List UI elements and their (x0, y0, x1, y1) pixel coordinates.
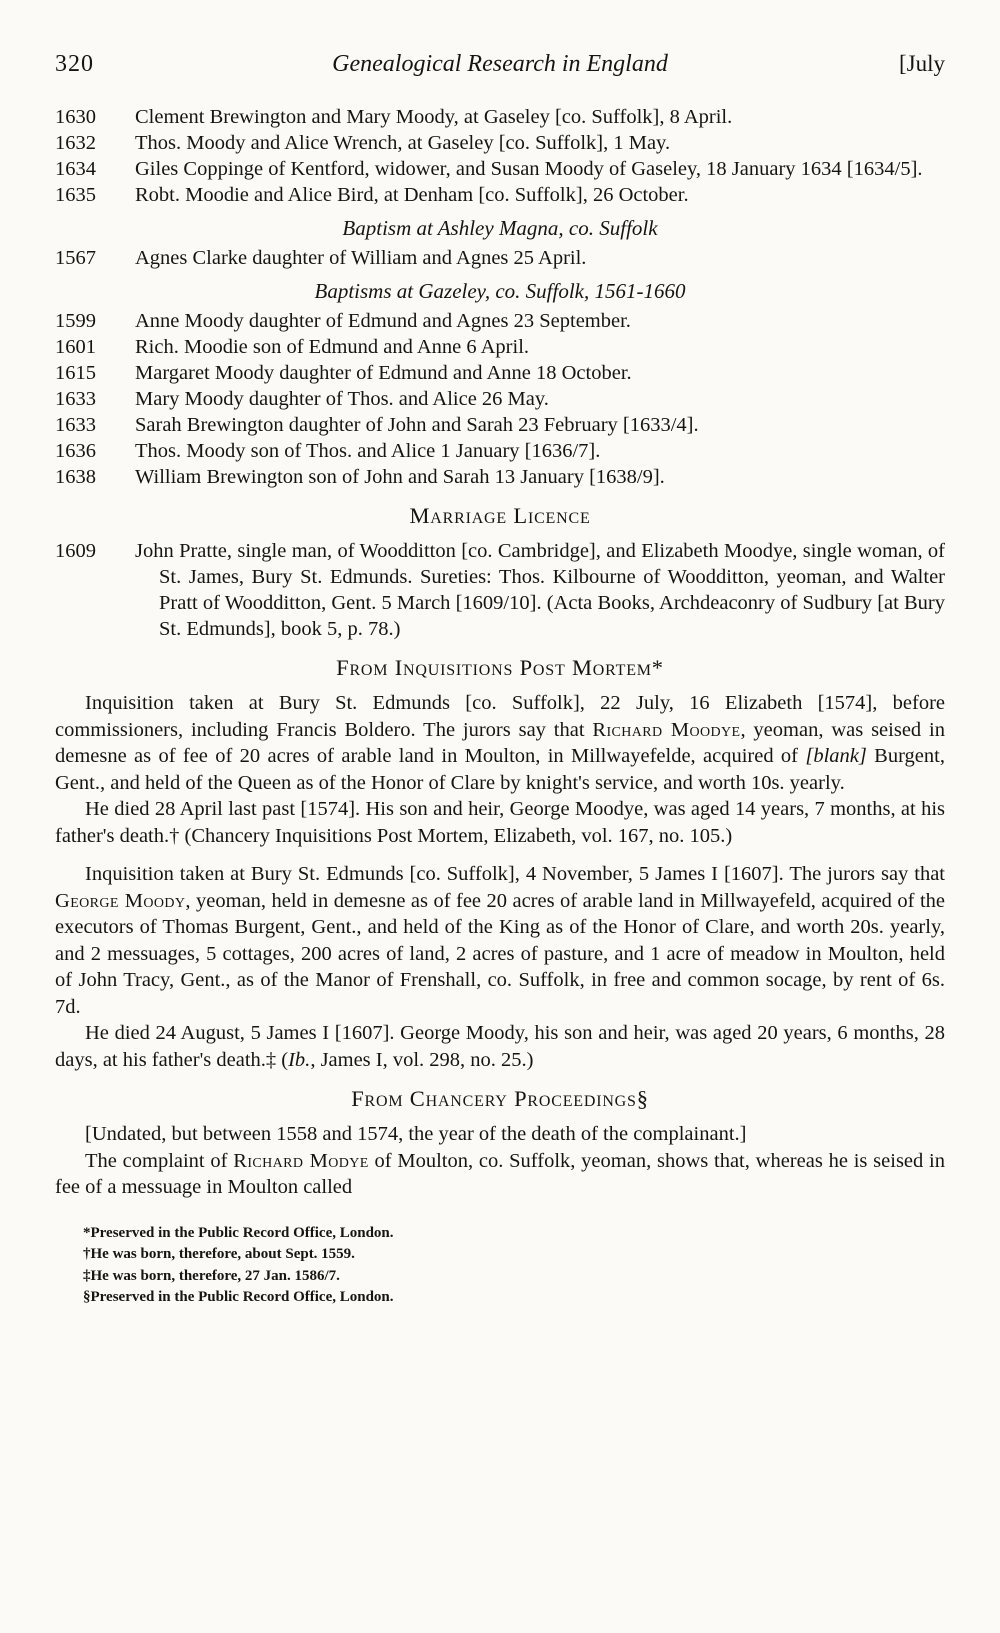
register-entry-row (55, 130, 945, 156)
entry-year: 1634 (55, 158, 96, 180)
register-entry-row (55, 412, 945, 438)
entry-year: 1630 (55, 106, 96, 128)
footnote-line: ‡He was born, therefore, 27 Jan. 1586/7. (83, 1267, 340, 1284)
marriage-entries-list (55, 104, 945, 208)
register-entry-row (55, 182, 945, 208)
issue-month: [July (899, 51, 945, 76)
ashley-entries-list (55, 245, 945, 271)
inquisition-paragraph-3: Inquisition taken at Bury St. Edmunds [co. Suffolk], 4 November, 5 James I [1607]. The jurors say that George Moody, yeoman, held in demesne as of fee 20 acres of arable land in Millwayefeld, acquired of the executors of Thomas Burgent, Gent., and held of the King as of the Honor of Clare, and worth 20s. yearly, and 2 messuages, 5 cottages, 200 acres of land, 2 acres of pasture, and 1 acre of meadow in Moulton, held of John Tracy, Gent., as of the Manor of Frenshall, co. Suffolk, in free and common socage, by rent of 6s. 7d. (55, 863, 945, 1018)
register-entry-row (55, 245, 945, 271)
paragraph-gap (55, 849, 945, 861)
entry-text: Mary Moody daughter of Thos. and Alice 26 May. (135, 388, 549, 410)
entry-text: Anne Moody daughter of Edmund and Agnes 23 September. (135, 310, 631, 332)
entry-year: 1638 (55, 466, 96, 488)
inquisition-paragraph-4: He died 24 August, 5 James I [1607]. George Moody, his son and heir, was aged 20 years, 6 months, 28 days, at his father's death.‡ (Ib., James I, vol. 298, no. 25.) (55, 1022, 945, 1071)
entry-text: Thos. Moody son of Thos. and Alice 1 January [1636/7]. (135, 440, 601, 462)
section-heading-chancery: From Chancery Proceedings§ (351, 1086, 649, 1111)
register-entry-row (55, 386, 945, 412)
running-head (55, 50, 945, 78)
gazeley-entries-list (55, 308, 945, 490)
chancery-paragraph-1: [Undated, but between 1558 and 1574, the year of the death of the complainant.] (85, 1123, 747, 1145)
inquisition-paragraph-2: He died 28 April last past [1574]. His son and heir, George Moodye, was aged 14 years, 7 months, at his father's death.† (Chancery Inquisitions Post Mortem, Elizabeth, vol. 167, no. 105.) (55, 798, 945, 847)
register-entry-row (55, 156, 945, 182)
register-entry-row (55, 334, 945, 360)
register-entry-row (55, 360, 945, 386)
entry-year: 1633 (55, 414, 96, 436)
marriage-licence-list (55, 538, 945, 642)
footnotes-block (55, 1223, 945, 1309)
entry-year: 1615 (55, 362, 96, 384)
entry-text: Margaret Moody daughter of Edmund and Anne 18 October. (135, 362, 632, 384)
section-heading-marriage-licence: Marriage Licence (409, 503, 591, 528)
entry-year: 1609 (55, 540, 96, 562)
register-entry-row (55, 308, 945, 334)
section-heading-gazeley: Baptisms at Gazeley, co. Suffolk, 1561-1660 (314, 279, 686, 303)
register-entry-row (55, 538, 945, 642)
footnote-line: *Preserved in the Public Record Office, London. (83, 1224, 394, 1241)
entry-text: Giles Coppinge of Kentford, widower, and Susan Moody of Gaseley, 18 January 1634 [1634/5]. (135, 158, 923, 180)
entry-year: 1601 (55, 336, 96, 358)
register-entry-row (55, 464, 945, 490)
entry-text: Robt. Moodie and Alice Bird, at Denham [co. Suffolk], 26 October. (135, 184, 689, 206)
page-number: 320 (55, 51, 94, 77)
entry-year: 1636 (55, 440, 96, 462)
section-heading-ashley: Baptism at Ashley Magna, co. Suffolk (342, 216, 658, 240)
register-entry-row (55, 104, 945, 130)
entry-year: 1633 (55, 388, 96, 410)
register-entry-row (55, 438, 945, 464)
section-heading-inquisitions: From Inquisitions Post Mortem* (336, 655, 664, 680)
entry-text: Sarah Brewington daughter of John and Sarah 23 February [1633/4]. (135, 414, 699, 436)
entry-text: Clement Brewington and Mary Moody, at Gaseley [co. Suffolk], 8 April. (135, 106, 733, 128)
footnote-line: †He was born, therefore, about Sept. 1559. (83, 1246, 355, 1262)
chancery-paragraph-2: The complaint of Richard Modye of Moulton, co. Suffolk, yeoman, shows that, whereas he is seised in fee of a messuage in Moulton called (55, 1149, 945, 1198)
entry-text: Agnes Clarke daughter of William and Agnes 25 April. (135, 247, 587, 269)
inquisition-paragraph-1: Inquisition taken at Bury St. Edmunds [co. Suffolk], 22 July, 16 Elizabeth [1574], before commissioners, including Francis Boldero. The jurors say that Richard Moodye, yeoman, was seised in demesne as of fee of 20 acres of arable land in Moulton, in Millwayefelde, acquired of [blank] Burgent, Gent., and held of the Queen as of the Honor of Clare by knight's service, and worth 10s. yearly. (55, 692, 945, 794)
entry-text: William Brewington son of John and Sarah 13 January [1638/9]. (135, 466, 665, 488)
entry-text: John Pratte, single man, of Woodditton [co. Cambridge], and Elizabeth Moodye, single woman, of St. James, Bury St. Edmunds. Sureties: Thos. Kilbourne of Woodditton, yeoman, and Walter Pratt of Woodditton, Gent. 5 March [1609/10]. (Acta Books, Archdeaconry of Sudbury [at Bury St. Edmunds], book 5, p. 78.) (135, 540, 945, 640)
entry-text: Rich. Moodie son of Edmund and Anne 6 April. (135, 336, 530, 358)
entry-year: 1632 (55, 132, 96, 154)
page-title: Genealogical Research in England (332, 51, 668, 77)
entry-year: 1599 (55, 310, 96, 332)
entry-text: Thos. Moody and Alice Wrench, at Gaseley [co. Suffolk], 1 May. (135, 132, 671, 154)
entry-year: 1635 (55, 184, 96, 206)
entry-year: 1567 (55, 247, 96, 269)
footnote-line: §Preserved in the Public Record Office, London. (83, 1289, 394, 1305)
